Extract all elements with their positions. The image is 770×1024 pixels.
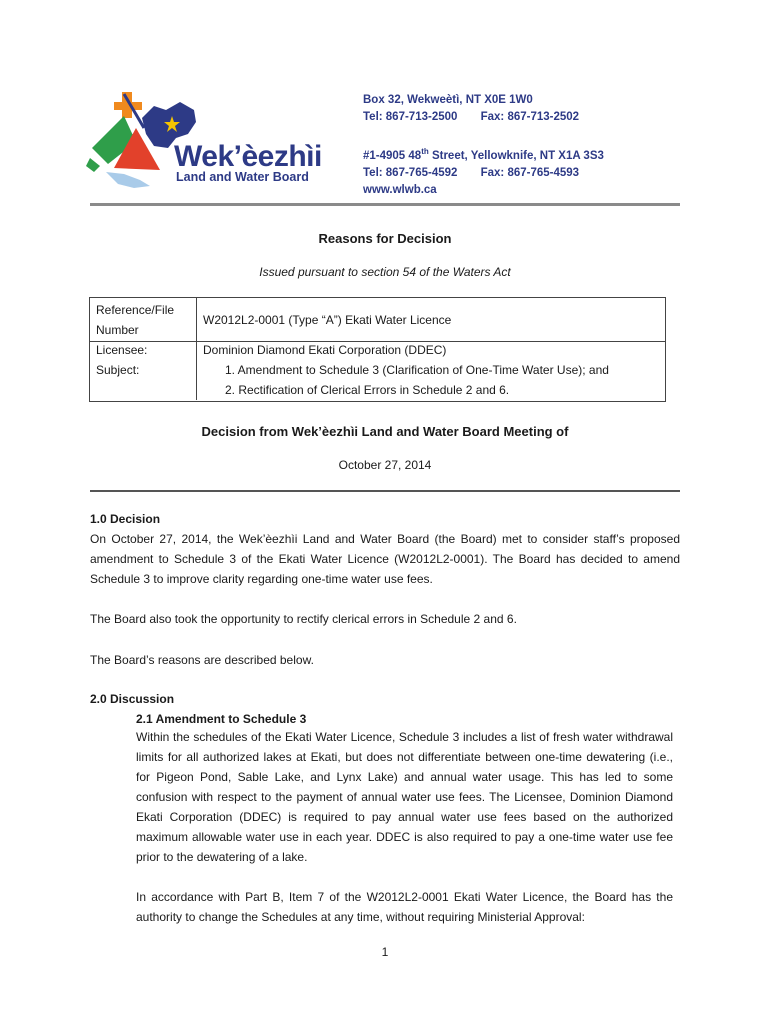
table-divider — [90, 341, 666, 342]
section-1-heading: 1.0 Decision — [90, 512, 161, 526]
info-table — [90, 298, 666, 400]
section-2-1-paragraph-2: In accordance with Part B, Item 7 of the W2012L2-0001 Ekati Water Licence, the Board has the authority to change the Schedules at any time, without requiring Ministerial Approval: — [136, 890, 673, 924]
section-divider — [90, 490, 680, 492]
section-2-heading: 2.0 Discussion — [90, 692, 175, 706]
logo-wordmark: Wek’èezhìi — [174, 140, 322, 173]
address-line-2-prefix: #1-4905 48 — [363, 149, 422, 162]
address-line-2-suffix: Street, Yellowknife, NT X1A 3S3 — [428, 149, 604, 162]
website-link[interactable]: www.wlwb.ca — [363, 183, 437, 196]
ref-label — [90, 298, 197, 340]
licensee-label: Licensee: — [90, 340, 197, 360]
address-line-2-sup: th — [421, 147, 429, 156]
decision-date: October 27, 2014 — [338, 458, 432, 472]
tel-2: Tel: 867-765-4592 — [363, 166, 458, 179]
ref-value: W2012L2-0001 (Type “A”) Ekati Water Licence — [203, 313, 452, 327]
fax-1: Fax: 867-713-2502 — [480, 111, 580, 123]
licensee-value: Dominion Diamond Ekati Corporation (DDEC) — [203, 343, 447, 357]
ref-label-line-2: Number — [96, 323, 139, 337]
page-number: 1 — [381, 945, 389, 959]
subject-item-1: 1. Amendment to Schedule 3 (Clarification of One-Time Water Use); and — [225, 363, 609, 377]
address-line-2 — [363, 143, 604, 165]
decision-heading: Decision from Wek’èezhìi Land and Water Board Meeting of — [201, 424, 569, 439]
header-divider — [90, 203, 680, 206]
subject-value — [197, 360, 667, 400]
table-row — [90, 340, 666, 360]
address-line-1: Box 32, Wekweètì, NT X0E 1W0 — [363, 94, 533, 106]
section-1-paragraph-3: The Board’s reasons are described below. — [90, 653, 314, 667]
table-row — [90, 360, 666, 400]
table-row — [90, 298, 666, 340]
logo-subname: Land and Water Board — [176, 170, 309, 184]
subject-item-2: 2. Rectification of Clerical Errors in Schedule 2 and 6. — [225, 383, 510, 397]
section-2-1-paragraph-1: Within the schedules of the Ekati Water Licence, Schedule 3 includes a list of fresh water withdrawal limits for all authorized lakes at Ekati, but does not differentiate between one-time dewatering (i.e., for Pigeon Pond, Sable Lake, and Lynx Lake) and annual water usage. This has led to some confusion with respect to the payment of annual water use fees. The Licensee, Dominion Diamond Ekati Corporation (DDEC) is required to pay annual water use fees based on the authorized maximum allowable water use in each year. DDEC is also required to pay a one-time water use fee prior to the dewatering of a lake. — [136, 730, 673, 864]
ref-label-line-1: Reference/File — [96, 303, 175, 317]
subject-label: Subject: — [90, 360, 197, 400]
tel-1: Tel: 867-713-2500 — [363, 111, 458, 123]
fax-2: Fax: 867-765-4593 — [480, 166, 580, 179]
contact-block — [363, 92, 604, 199]
document-subtitle: Issued pursuant to section 54 of the Waters Act — [259, 265, 511, 279]
section-1-paragraph-1: On October 27, 2014, the Wek’èezhìi Land and Water Board (the Board) met to consider staff’s proposed amendment to Schedule 3 of the Ekati Water Licence (W2012L2-0001). The Board has decided to amend Schedule 3 to improve clarity regarding one-time water use fees. — [90, 532, 680, 586]
section-2-1-heading: 2.1 Amendment to Schedule 3 — [136, 712, 307, 726]
document-title: Reasons for Decision — [318, 231, 452, 246]
section-1-paragraph-2: The Board also took the opportunity to rectify clerical errors in Schedule 2 and 6. — [90, 612, 517, 626]
wlwb-logo — [84, 88, 334, 198]
